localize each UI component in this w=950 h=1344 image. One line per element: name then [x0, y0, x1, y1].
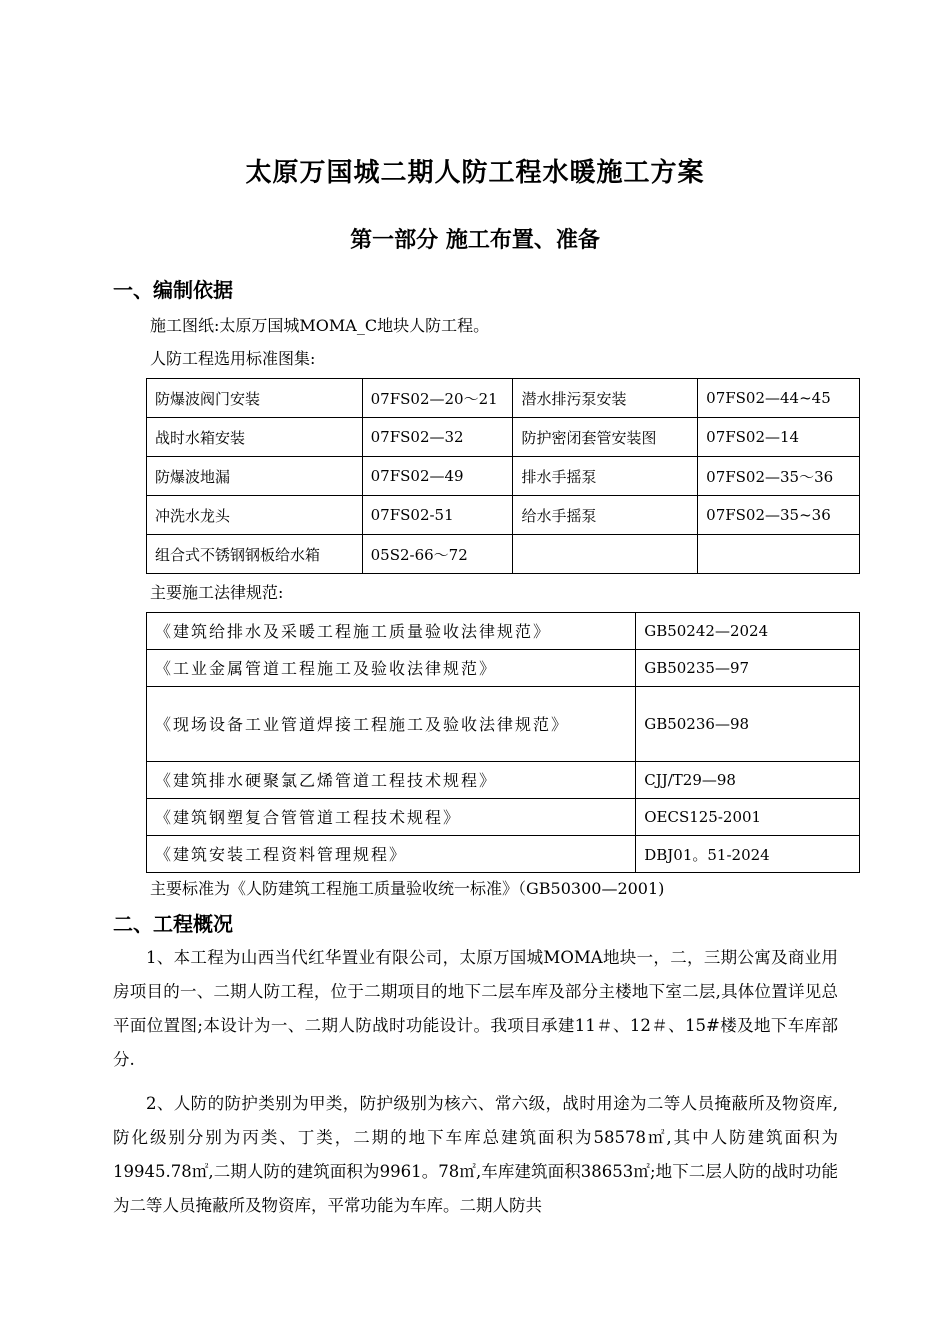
- table-cell: 07FS02—35～36: [698, 457, 860, 496]
- table-cell: [513, 535, 698, 574]
- overview-paragraph-1: 1、本工程为山西当代红华置业有限公司，太原万国城MOMA地块一，二，三期公寓及商业用房项目的一、二期人防工程，位于二期项目的地下二层车库及部分主楼地下室二层,具体位置详见总平面位置图;本设计为一、二期人防战时功能设计。我项目承建11＃、12＃、15#楼及地下车库部分.: [113, 948, 838, 1069]
- table-row: [147, 379, 860, 418]
- table-cell: 冲洗水龙头: [147, 496, 363, 535]
- code-number-cell: GB50242—2024: [636, 613, 860, 650]
- table-cell: 防护密闭套管安装图: [513, 418, 698, 457]
- table-cell: [698, 535, 860, 574]
- standard-atlas-table: [146, 378, 860, 574]
- table-row: [147, 418, 860, 457]
- table-cell: 07FS02-51: [362, 496, 513, 535]
- table-row: [147, 836, 860, 873]
- code-name-cell: 《建筑给排水及采暖工程施工质量验收法律规范》: [147, 613, 636, 650]
- code-name-cell: 《工业金属管道工程施工及验收法律规范》: [147, 650, 636, 687]
- code-name-cell: 《建筑安装工程资料管理规程》: [147, 836, 636, 873]
- main-standard-line: 主要标准为《人防建筑工程施工质量验收统一标准》（GB50300—2001): [150, 879, 665, 898]
- table-row: [147, 650, 860, 687]
- table-cell: 07FS02—14: [698, 418, 860, 457]
- table-cell: 07FS02—35~36: [698, 496, 860, 535]
- code-name-cell: 《现场设备工业管道焊接工程施工及验收法律规范》: [147, 687, 636, 762]
- table-row: [147, 535, 860, 574]
- drawings-line: 施工图纸:太原万国城MOMA_C地块人防工程。: [150, 316, 490, 335]
- part-subtitle: 第一部分 施工布置、准备: [350, 228, 600, 253]
- table-row: [147, 799, 860, 836]
- table-row: [147, 762, 860, 799]
- code-number-cell: DBJ01。51-2024: [636, 836, 860, 873]
- code-number-cell: OECS125-2001: [636, 799, 860, 836]
- section-heading-basis: 一、编制依据: [113, 278, 233, 302]
- table-cell: 战时水箱安装: [147, 418, 363, 457]
- table-cell: 排水手摇泵: [513, 457, 698, 496]
- overview-paragraph-2: 2、人防的防护类别为甲类，防护级别为核六、常六级，战时用途为二等人员掩蔽所及物资库,防化级别分别为丙类、丁类，二期的地下车库总建筑面积为58578㎡,其中人防建筑面积为19945.78㎡,二期人防的建筑面积为9961。78㎡,车库建筑面积38653㎡;地下二层人防的战时功能为二等人员掩蔽所及物资库，平常功能为车库。二期人防共: [113, 1094, 838, 1215]
- table-cell: 07FS02—32: [362, 418, 513, 457]
- table-cell: 潜水排污泵安装: [513, 379, 698, 418]
- code-number-cell: CJJ/T29—98: [636, 762, 860, 799]
- code-name-cell: 《建筑排水硬聚氯乙烯管道工程技术规程》: [147, 762, 636, 799]
- code-number-cell: GB50235—97: [636, 650, 860, 687]
- codes-intro-line: 主要施工法律规范:: [150, 583, 284, 602]
- code-name-cell: 《建筑钢塑复合管管道工程技术规程》: [147, 799, 636, 836]
- code-number-cell: GB50236—98: [636, 687, 860, 762]
- table-cell: 防爆波地漏: [147, 457, 363, 496]
- table-cell: 05S2-66～72: [362, 535, 513, 574]
- table-row: [147, 457, 860, 496]
- table-cell: 组合式不锈钢钢板给水箱: [147, 535, 363, 574]
- table-row: [147, 496, 860, 535]
- table-cell: 07FS02—44~45: [698, 379, 860, 418]
- table-row: [147, 613, 860, 650]
- atlas-intro-line: 人防工程选用标准图集:: [150, 349, 316, 368]
- table-cell: 07FS02—49: [362, 457, 513, 496]
- section-heading-overview: 二、工程概况: [113, 912, 233, 936]
- construction-codes-table: [146, 612, 860, 873]
- table-cell: 给水手摇泵: [513, 496, 698, 535]
- table-row: [147, 687, 860, 762]
- table-cell: 防爆波阀门安装: [147, 379, 363, 418]
- document-title: 太原万国城二期人防工程水暖施工方案: [245, 158, 705, 188]
- table-cell: 07FS02—20～21: [362, 379, 513, 418]
